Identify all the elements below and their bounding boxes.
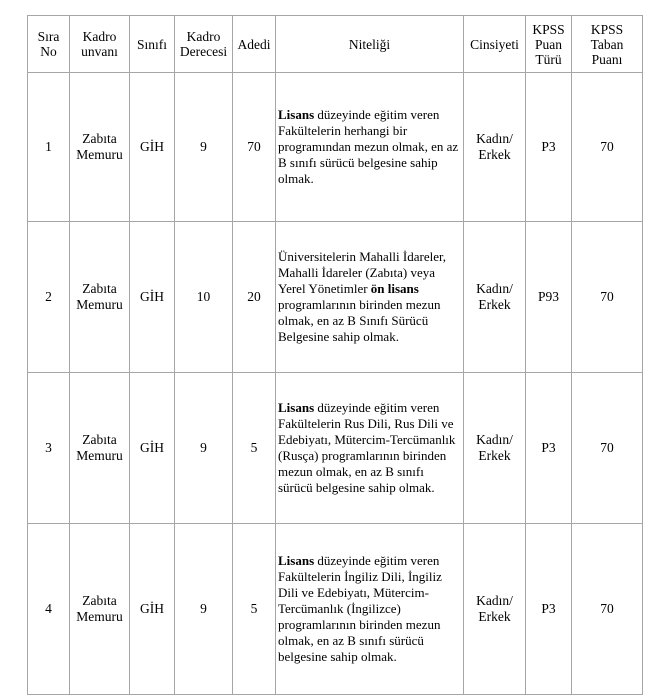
header-sinifi: Sınıfı (130, 16, 175, 73)
adet-cell: 70 (233, 73, 276, 222)
taban-puan-cell: 70 (572, 222, 643, 373)
sira-no-cell: 1 (28, 73, 70, 222)
derece-cell: 10 (175, 222, 233, 373)
unvan-cell: Zabıta Memuru (70, 222, 130, 373)
unvan-cell: Zabıta Memuru (70, 373, 130, 524)
header-kadro-unvani: Kadro unvanı (70, 16, 130, 73)
kadro-table (27, 15, 643, 695)
nitelik-text: düzeyinde eğitim veren Fakültelerin Rus Dili, Rus Dili ve Edebiyatı, Mütercim-Tercümanlık (Rusça) programlarının birinden mezun olmak, en az B sınıfı sürücü belgesine sahip olmak. (278, 400, 456, 495)
nitelik-bold: Lisans (278, 553, 315, 568)
nitelik-cell (276, 524, 464, 695)
derece-cell: 9 (175, 373, 233, 524)
table-row (28, 373, 643, 524)
cinsiyet-cell: Kadın/ Erkek (464, 73, 526, 222)
nitelik-bold: Lisans (278, 400, 315, 415)
sinif-cell: GİH (130, 73, 175, 222)
header-kadro-derecesi: Kadro Derecesi (175, 16, 233, 73)
header-niteligi: Niteliği (276, 16, 464, 73)
sinif-cell: GİH (130, 524, 175, 695)
sira-no-cell: 4 (28, 524, 70, 695)
nitelik-text: düzeyinde eğitim veren Fakültelerin herhangi bir programından mezun olmak, en az B sınıfı sürücü belgesine sahip olmak. (278, 107, 459, 186)
puan-turu-cell: P3 (526, 524, 572, 695)
table-row (28, 73, 643, 222)
nitelik-cell (276, 222, 464, 373)
nitelik-bold: ön lisans (370, 281, 419, 296)
nitelik-cell (276, 373, 464, 524)
cinsiyet-cell: Kadın/ Erkek (464, 373, 526, 524)
table-row (28, 524, 643, 695)
unvan-cell: Zabıta Memuru (70, 524, 130, 695)
adet-cell: 5 (233, 524, 276, 695)
taban-puan-cell: 70 (572, 524, 643, 695)
header-sira-no: Sıra No (28, 16, 70, 73)
taban-puan-cell: 70 (572, 373, 643, 524)
puan-turu-cell: P3 (526, 373, 572, 524)
derece-cell: 9 (175, 73, 233, 222)
puan-turu-cell: P3 (526, 73, 572, 222)
nitelik-text: programlarının birinden mezun olmak, en az B Sınıfı Sürücü Belgesine sahip olmak. (278, 297, 441, 344)
sira-no-cell: 3 (28, 373, 70, 524)
taban-puan-cell: 70 (572, 73, 643, 222)
derece-cell: 9 (175, 524, 233, 695)
adet-cell: 5 (233, 373, 276, 524)
sinif-cell: GİH (130, 222, 175, 373)
header-kpss-taban-puani: KPSS Taban Puanı (572, 16, 643, 73)
unvan-cell: Zabıta Memuru (70, 73, 130, 222)
sira-no-cell: 2 (28, 222, 70, 373)
header-cinsiyeti: Cinsiyeti (464, 16, 526, 73)
puan-turu-cell: P93 (526, 222, 572, 373)
header-adedi: Adedi (233, 16, 276, 73)
nitelik-text: düzeyinde eğitim veren Fakültelerin İngiliz Dili, İngiliz Dili ve Edebiyatı, Mütercim-Tercümanlık (İngilizce) programlarının birinden mezun olmak, en az B sınıfı sürücü belgesine sahip olmak. (278, 553, 442, 664)
adet-cell: 20 (233, 222, 276, 373)
nitelik-cell (276, 73, 464, 222)
header-kpss-puan-turu: KPSS Puan Türü (526, 16, 572, 73)
cinsiyet-cell: Kadın/ Erkek (464, 222, 526, 373)
header-row (28, 16, 643, 73)
table-row (28, 222, 643, 373)
nitelik-bold: Lisans (278, 107, 315, 122)
sinif-cell: GİH (130, 373, 175, 524)
cinsiyet-cell: Kadın/ Erkek (464, 524, 526, 695)
nitelik-text-pre: Üniversitelerin Mahalli İdareler, Mahalli İdareler (Zabıta) veya Yerel Yönetimler (278, 249, 447, 296)
